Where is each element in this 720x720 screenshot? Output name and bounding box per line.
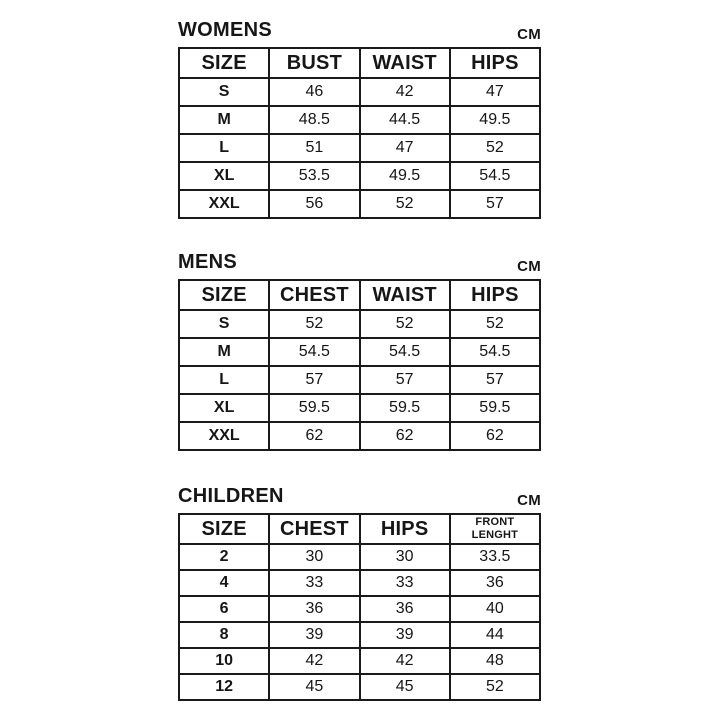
size-cell: 6 [179,596,269,622]
value-cell: 46 [269,78,359,106]
value-cell: 54.5 [450,338,540,366]
value-cell: 48 [450,648,540,674]
size-cell: 10 [179,648,269,674]
value-cell: 54.5 [360,338,450,366]
table-row [179,674,540,700]
value-cell: 52 [450,674,540,700]
size-cell: M [179,106,269,134]
value-cell: 33 [269,570,359,596]
value-cell: 49.5 [450,106,540,134]
table-row [179,422,540,450]
column-header-size: SIZE [179,514,269,544]
mens-section [178,244,541,451]
value-cell: 33.5 [450,544,540,570]
size-cell: XXL [179,422,269,450]
children-size-table [178,513,541,701]
value-cell: 36 [269,596,359,622]
header-row [179,48,540,78]
value-cell: 40 [450,596,540,622]
size-cell: 4 [179,570,269,596]
column-header-size: SIZE [179,48,269,78]
column-header-size: SIZE [179,280,269,310]
value-cell: 44 [450,622,540,648]
value-cell: 59.5 [269,394,359,422]
header-row [179,514,540,544]
size-cell: L [179,366,269,394]
value-cell: 45 [269,674,359,700]
value-cell: 62 [360,422,450,450]
table-row [179,310,540,338]
value-cell: 48.5 [269,106,359,134]
unit-label: CM [517,26,541,43]
value-cell: 42 [360,648,450,674]
value-cell: 36 [450,570,540,596]
column-header-hips: HIPS [450,48,540,78]
mens-section-head [178,244,541,275]
value-cell: 30 [360,544,450,570]
table-row [179,596,540,622]
table-row [179,162,540,190]
value-cell: 62 [450,422,540,450]
value-cell: 57 [360,366,450,394]
table-row [179,648,540,674]
column-header-hips: HIPS [450,280,540,310]
section-title-mens: MENS [178,251,237,273]
table-row [179,190,540,218]
value-cell: 57 [450,190,540,218]
size-cell: S [179,310,269,338]
size-cell: XL [179,162,269,190]
value-cell: 42 [269,648,359,674]
table-row [179,394,540,422]
value-cell: 52 [269,310,359,338]
value-cell: 49.5 [360,162,450,190]
value-cell: 52 [360,310,450,338]
column-header-chest: CHEST [269,514,359,544]
table-row [179,570,540,596]
value-cell: 39 [360,622,450,648]
value-cell: 44.5 [360,106,450,134]
header-row [179,280,540,310]
table-row [179,78,540,106]
section-title-womens: WOMENS [178,19,273,41]
table-row [179,366,540,394]
value-cell: 62 [269,422,359,450]
table-row [179,544,540,570]
column-header-waist: WAIST [360,48,450,78]
value-cell: 30 [269,544,359,570]
mens-size-table [178,279,541,451]
value-cell: 52 [450,310,540,338]
children-section [178,478,541,701]
value-cell: 56 [269,190,359,218]
value-cell: 36 [360,596,450,622]
unit-label: CM [517,258,541,275]
column-header-chest: CHEST [269,280,359,310]
column-header-hips: HIPS [360,514,450,544]
value-cell: 45 [360,674,450,700]
column-header-bust: BUST [269,48,359,78]
table-row [179,338,540,366]
value-cell: 59.5 [450,394,540,422]
value-cell: 33 [360,570,450,596]
value-cell: 47 [450,78,540,106]
size-cell: 8 [179,622,269,648]
size-cell: M [179,338,269,366]
table-row [179,134,540,162]
value-cell: 59.5 [360,394,450,422]
size-cell: XL [179,394,269,422]
value-cell: 47 [360,134,450,162]
children-section-head [178,478,541,509]
value-cell: 39 [269,622,359,648]
womens-section-head [178,12,541,43]
value-cell: 57 [450,366,540,394]
value-cell: 51 [269,134,359,162]
size-cell: L [179,134,269,162]
column-header-waist: WAIST [360,280,450,310]
value-cell: 54.5 [269,338,359,366]
size-cell: 12 [179,674,269,700]
size-cell: 2 [179,544,269,570]
value-cell: 52 [360,190,450,218]
table-row [179,622,540,648]
size-cell: S [179,78,269,106]
value-cell: 53.5 [269,162,359,190]
value-cell: 57 [269,366,359,394]
value-cell: 42 [360,78,450,106]
womens-size-table [178,47,541,219]
section-title-children: CHILDREN [178,485,284,507]
size-cell: XXL [179,190,269,218]
value-cell: 54.5 [450,162,540,190]
value-cell: 52 [450,134,540,162]
womens-section [178,12,541,219]
table-row [179,106,540,134]
unit-label: CM [517,492,541,509]
column-header-front-length: FRONT LENGHT [450,514,540,544]
